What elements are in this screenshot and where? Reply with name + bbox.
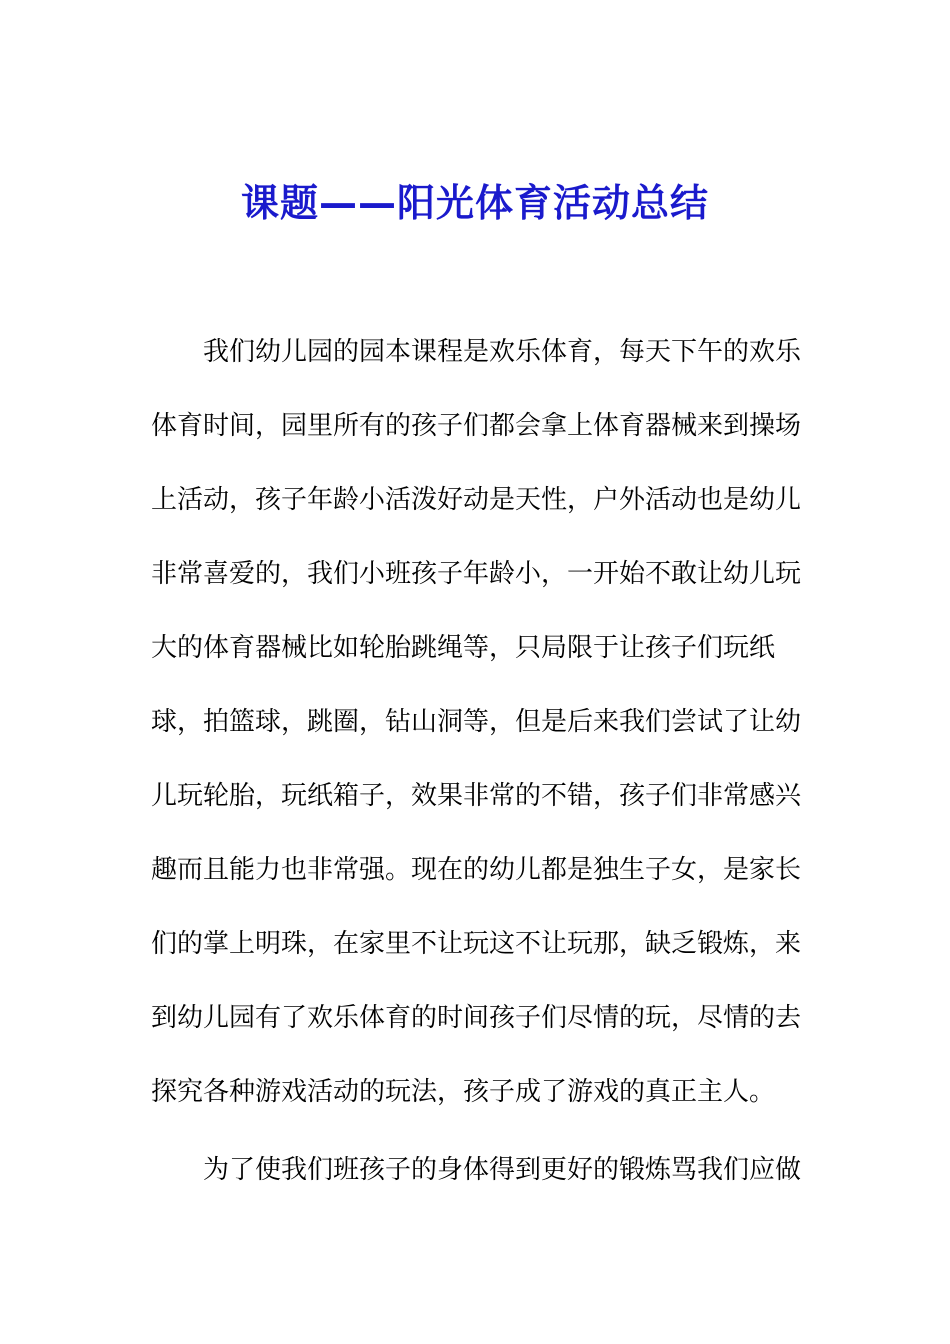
paragraph-line: 们的掌上明珠，在家里不让玩这不让玩那，缺乏锻炼，来 (151, 929, 802, 959)
paragraph-line: 到幼儿园有了欢乐体育的时间孩子们尽情的玩，尽情的去 (151, 1003, 802, 1033)
paragraph-line: 体育时间，园里所有的孩子们都会拿上体育器械来到操场 (151, 411, 802, 441)
paragraph-line: 趣而且能力也非常强。现在的幼儿都是独生子女，是家长 (151, 855, 802, 885)
paragraph-line: 球，拍篮球，跳圈，钻山洞等，但是后来我们尝试了让幼 (151, 707, 802, 737)
paragraph-line: 非常喜爱的，我们小班孩子年龄小，一开始不敢让幼儿玩 (151, 559, 802, 589)
paragraph-line: 探究各种游戏活动的玩法，孩子成了游戏的真正主人。 (151, 1077, 776, 1107)
paragraph-line: 上活动，孩子年龄小活泼好动是天性，户外活动也是幼儿 (151, 485, 802, 515)
paragraph-line: 大的体育器械比如轮胎跳绳等，只局限于让孩子们玩纸 (151, 633, 776, 663)
paragraph-line: 儿玩轮胎，玩纸箱子，效果非常的不错，孩子们非常感兴 (151, 781, 802, 811)
paragraph-line: 为了使我们班孩子的身体得到更好的锻炼骂我们应做 (203, 1155, 802, 1185)
paragraph-line: 我们幼儿园的园本课程是欢乐体育，每天下午的欢乐 (203, 337, 802, 367)
document-title: 课题——阳光体育活动总结 (240, 181, 709, 225)
